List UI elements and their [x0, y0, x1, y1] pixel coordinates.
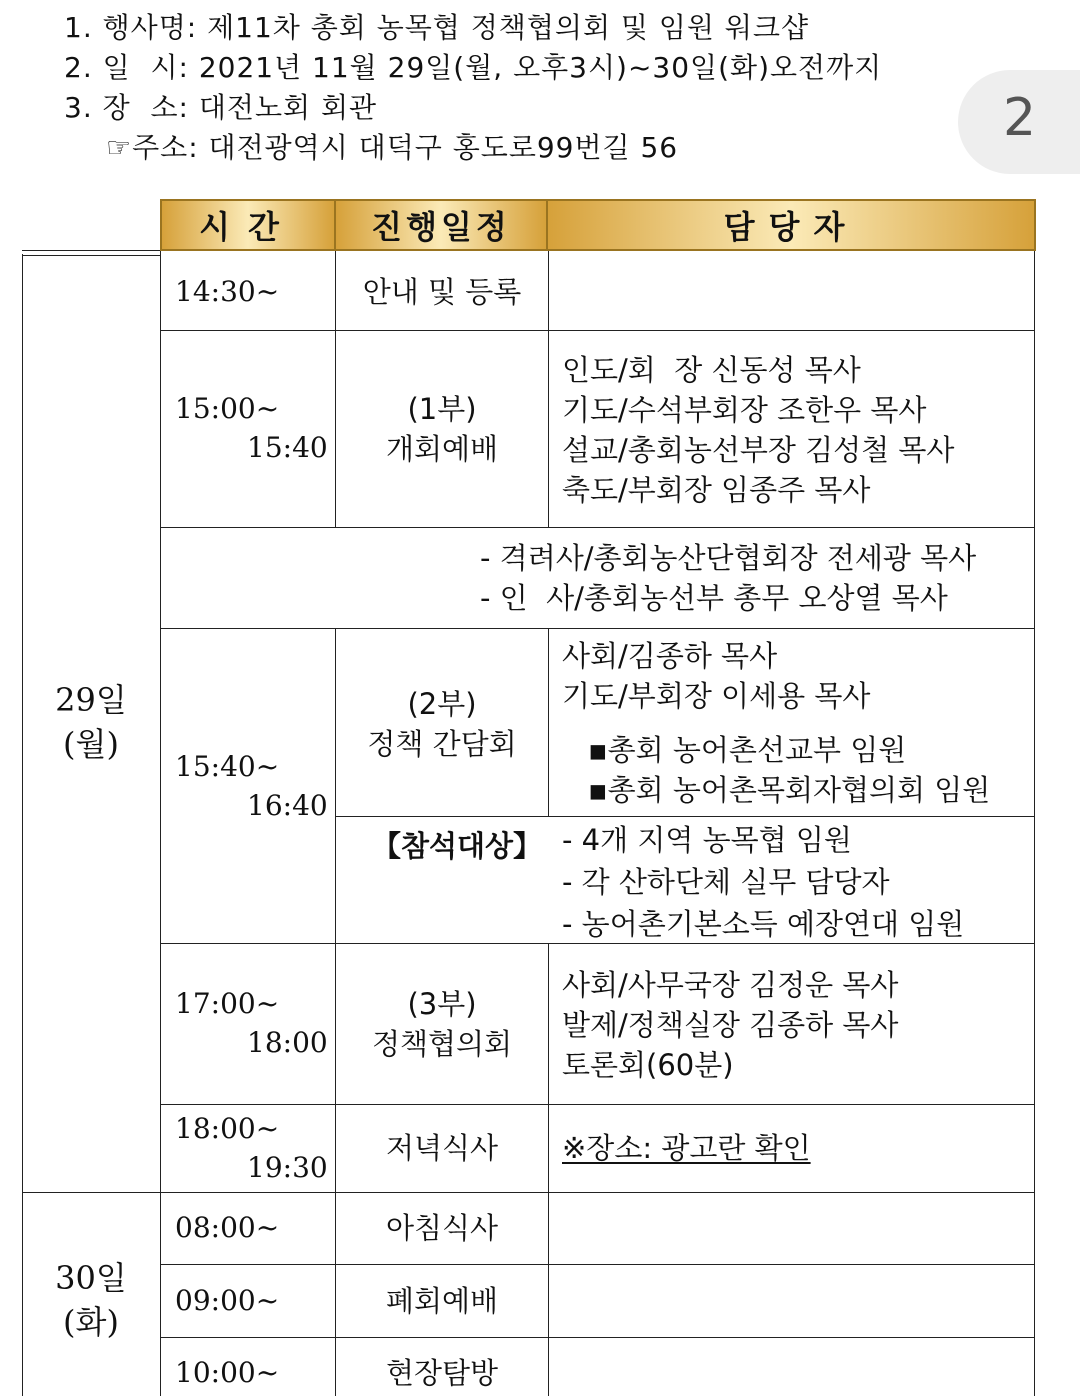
r7-time: 08:00~ — [175, 1211, 280, 1244]
day1-label — [22, 678, 160, 766]
day1-date: 29일 — [55, 681, 127, 719]
r4-person-2: 기도/부회장 이세용 목사 — [562, 679, 871, 713]
r5-person-2: 발제/정책실장 김종하 목사 — [562, 1008, 899, 1042]
r5-person-1: 사회/사무국장 김정운 목사 — [562, 968, 899, 1002]
day2-date: 30일 — [55, 1259, 127, 1297]
r4-time-end: 16:40 — [247, 789, 328, 822]
r6-program: 저녁식사 — [385, 1131, 499, 1165]
r2-person-2: 기도/수석부회장 조한우 목사 — [562, 393, 927, 427]
r9-program: 현장탐방 — [385, 1356, 499, 1390]
r5-program-name: 정책협의회 — [371, 1027, 513, 1061]
event-place-line: 3. 장 소: 대전노회 회관 — [64, 91, 378, 124]
day2-label — [22, 1256, 160, 1344]
r6-time-end: 19:30 — [247, 1151, 328, 1184]
r1-time: 14:30~ — [175, 275, 280, 308]
r2-person-1: 인도/회 장 신동성 목사 — [562, 353, 861, 387]
day1-weekday: (월) — [63, 725, 119, 763]
header-person: 담당자 — [548, 199, 1036, 251]
header-time: 시간 — [160, 199, 336, 251]
r2-person-4: 축도/부회장 임종주 목사 — [562, 473, 871, 507]
r4-attendee-2: - 각 산하단체 실무 담당자 — [562, 865, 890, 899]
r2-person-3: 설교/총회농선부장 김성철 목사 — [562, 433, 955, 467]
r5-time-start: 17:00~ — [175, 987, 280, 1020]
header-program: 진행일정 — [336, 199, 548, 251]
page-number-badge — [958, 70, 1080, 174]
r2-time-end: 15:40 — [247, 431, 328, 464]
r6-time-start: 18:00~ — [175, 1112, 280, 1145]
r4-person-1: 사회/김종하 목사 — [562, 639, 778, 673]
page-number: 2 — [1003, 88, 1037, 148]
day2-weekday: (화) — [63, 1303, 119, 1341]
r5-time-end: 18:00 — [247, 1026, 328, 1059]
r4-attendee-1: - 4개 지역 농목협 임원 — [562, 823, 852, 857]
r4-attendee-label: 【참석대상】 — [372, 829, 543, 863]
event-name-line: 1. 행사명: 제11차 총회 농목협 정책협의회 및 임원 워크샵 — [64, 11, 809, 44]
r3-line-1: - 격려사/총회농산단협회장 전세광 목사 — [480, 541, 977, 575]
r4-time-start: 15:40~ — [175, 750, 280, 783]
r2-program-name: 개회예배 — [385, 432, 499, 466]
r1-program: 안내 및 등록 — [362, 275, 522, 309]
r3-line-2: - 인 사/총회농선부 총무 오상열 목사 — [480, 581, 948, 615]
r4-attendee-3: - 농어촌기본소득 예장연대 임원 — [562, 907, 965, 941]
r8-time: 09:00~ — [175, 1284, 280, 1317]
r2-program-part: (1부) — [407, 392, 477, 426]
event-info — [64, 8, 882, 168]
r5-program-part: (3부) — [407, 987, 477, 1021]
r4-program-part: (2부) — [407, 687, 477, 721]
event-date-line: 2. 일 시: 2021년 11월 29일(월, 오후3시)~30일(화)오전까지 — [64, 51, 883, 84]
r4-program-name: 정책 간담회 — [367, 727, 517, 761]
r6-note: ※장소: 광고란 확인 — [562, 1131, 811, 1165]
r7-program: 아침식사 — [385, 1211, 499, 1245]
r5-person-3: 토론회(60분) — [562, 1048, 734, 1082]
r9-time: 10:00~ — [175, 1356, 280, 1389]
r4-bullet-1: ▪총회 농어촌선교부 임원 — [588, 733, 907, 767]
r4-bullet-2: ▪총회 농어촌목회자협의회 임원 — [588, 773, 991, 807]
event-address-line: ☞주소: 대전광역시 대덕구 홍도로99번길 56 — [106, 131, 679, 164]
r2-time-start: 15:00~ — [175, 392, 280, 425]
r8-program: 폐회예배 — [385, 1284, 499, 1318]
header-rule — [22, 250, 160, 256]
